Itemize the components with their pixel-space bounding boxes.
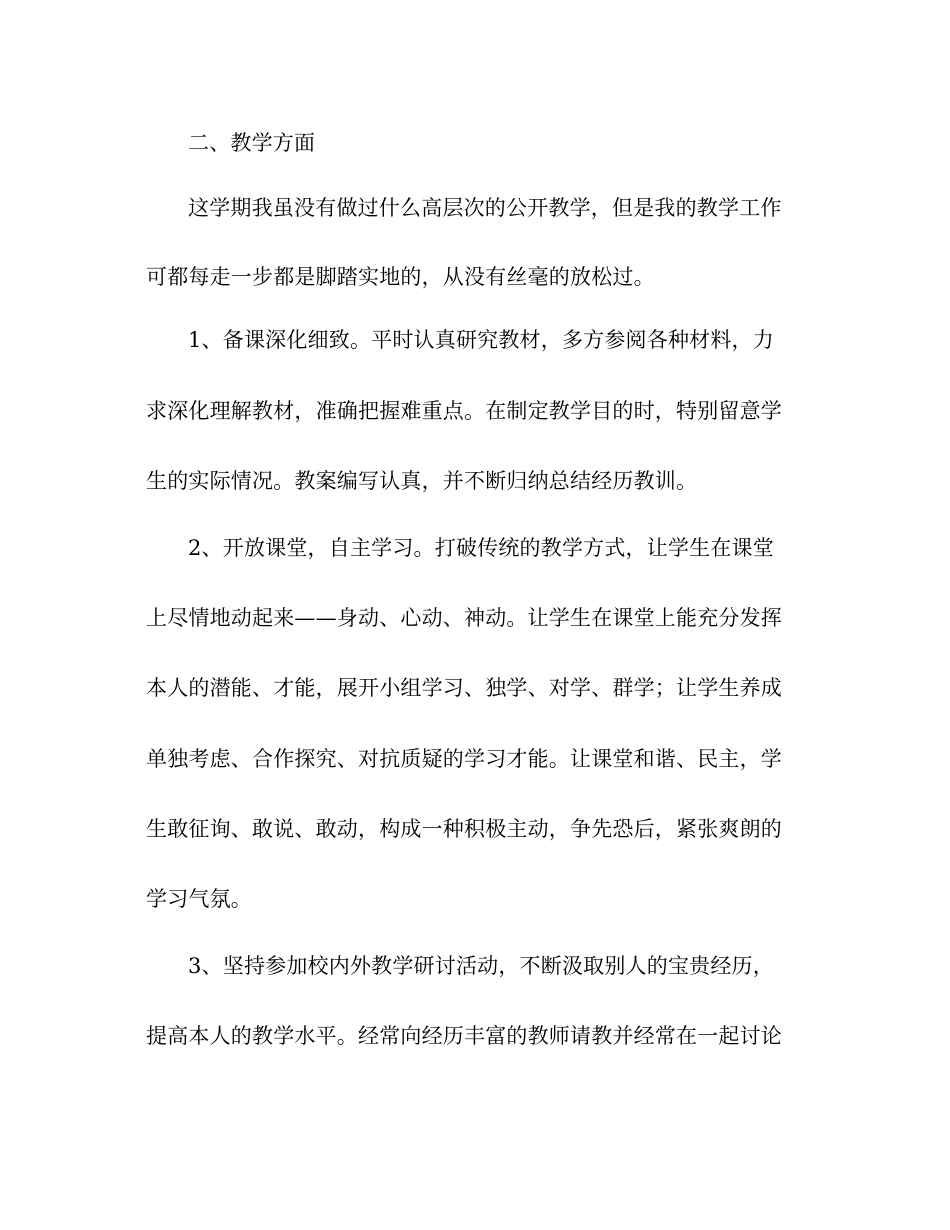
paragraph-line: 可都每走一步都是脚踏实地的，从没有丝毫的放松过。: [146, 265, 655, 289]
paragraph-line: 单独考虑、合作探究、对抗质疑的学习才能。让课堂和谐、民主，学: [146, 747, 782, 771]
section-heading: 二、教学方面: [188, 131, 316, 155]
paragraph-line: 提高本人的教学水平。经常向经历丰富的教师请教并经常在一起讨论: [146, 1024, 782, 1048]
paragraph-line: 这学期我虽没有做过什么高层次的公开教学，但是我的教学工作: [188, 196, 782, 220]
paragraph-line: 3、坚持参加校内外教学研讨活动，不断汲取别人的宝贵经历，: [188, 954, 774, 978]
paragraph-line: 上尽情地动起来——身动、心动、神动。让学生在课堂上能充分发挥: [146, 606, 782, 630]
paragraph-line: 求深化理解教材，准确把握难重点。在制定教学目的时，特别留意学: [146, 399, 782, 423]
paragraph-line: 本人的潜能、才能，展开小组学习、独学、对学、群学；让学生养成: [146, 676, 782, 700]
paragraph-line: 2、开放课堂，自主学习。打破传统的教学方式，让学生在课堂: [188, 536, 774, 560]
paragraph-line: 1、备课深化细致。平时认真研究教材，多方参阅各种材料，力: [188, 328, 774, 352]
paragraph-line: 学习气氛。: [146, 887, 252, 911]
paragraph-line: 生的实际情况。教案编写认真，并不断归纳总结经历教训。: [146, 469, 698, 493]
paragraph-line: 生敢征询、敢说、敢动，构成一种积极主动，争先恐后，紧张爽朗的: [146, 817, 782, 841]
